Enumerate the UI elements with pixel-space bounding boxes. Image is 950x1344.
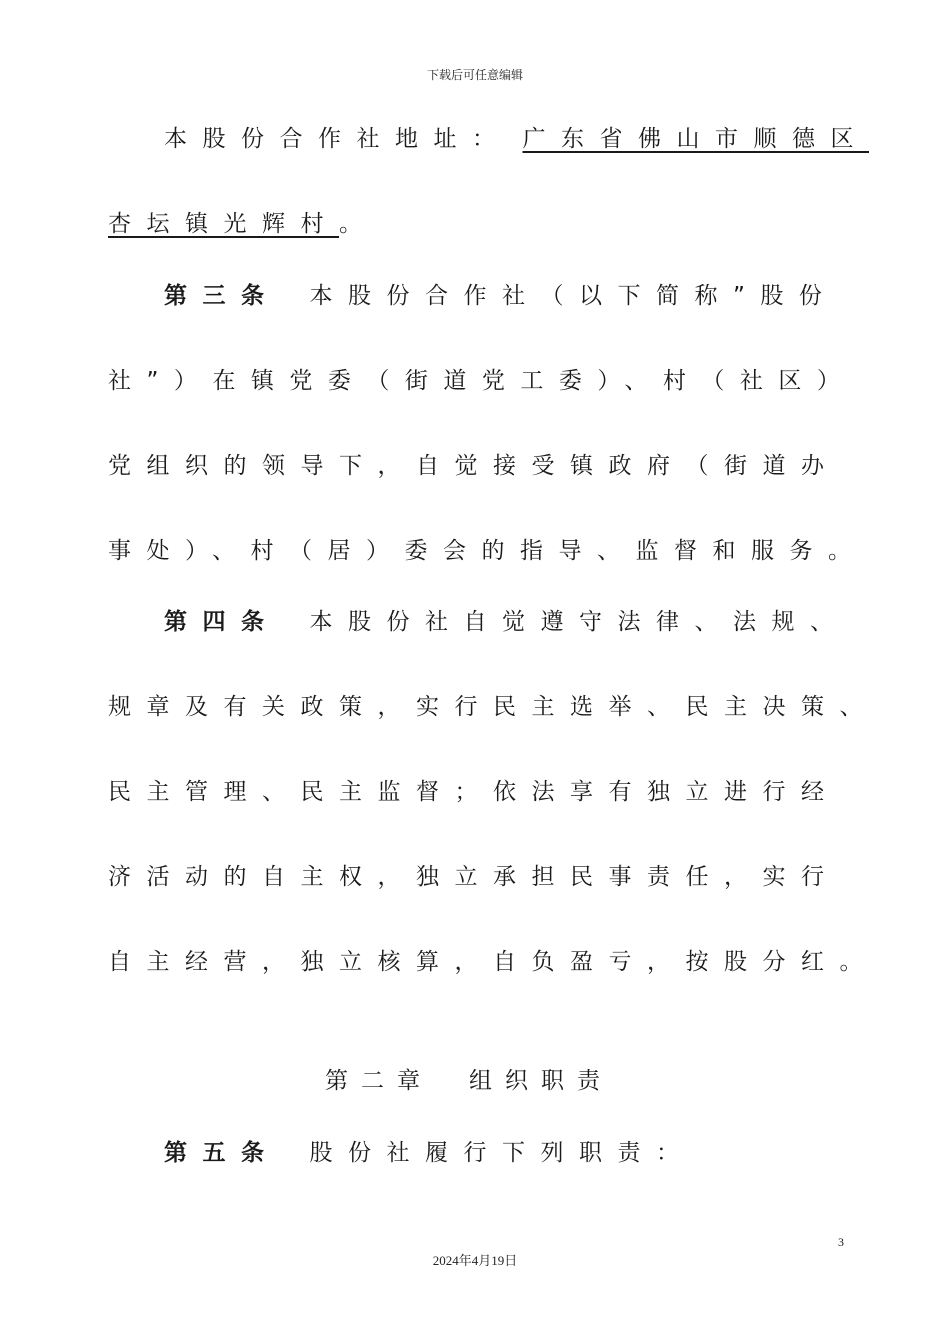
article-4-text-1: 本股份社自觉遵守法律、法规、 (309, 609, 849, 635)
article-3-line-1 (164, 281, 837, 311)
chapter-name: 组织职责 (469, 1068, 613, 1094)
address-line-2 (108, 209, 378, 239)
article-5-title: 第五条 (164, 1140, 280, 1166)
article-5-line-1 (164, 1138, 695, 1168)
article-4-title: 第四条 (164, 609, 280, 635)
article-3-line-3: 党组织的领导下，自觉接受镇政府（街道办 (108, 453, 840, 479)
footer-date: 2024年4月19日 (432, 1253, 518, 1268)
address-value-part1: 广东省佛山市顺德区 (522, 126, 869, 152)
page-header: 下载后可任意编辑 (426, 68, 523, 82)
chapter-heading (325, 1066, 613, 1096)
article-3-title: 第三条 (164, 283, 280, 309)
article-3-text-1: 本股份合作社（以下简称”股份 (309, 283, 838, 309)
article-4-line-3: 民主管理、民主监督；依法享有独立进行经 (108, 779, 840, 805)
address-label: 本股份合作社地址： (164, 126, 511, 152)
address-value-part2: 杏坛镇光辉村 (108, 211, 339, 237)
article-4-line-2: 规章及有关政策，实行民主选举、民主决策、 (108, 694, 878, 720)
article-4-line-4: 济活动的自主权，独立承担民事责任，实行 (108, 864, 840, 890)
article-3-line-4: 事处）、村（居）委会的指导、监督和服务。 (108, 538, 867, 564)
address-line-1 (164, 124, 869, 154)
chapter-number: 第二章 (325, 1068, 433, 1094)
article-5-text-1: 股份社履行下列职责： (309, 1140, 695, 1166)
address-end: 。 (339, 211, 378, 237)
page-number: 3 (838, 1235, 844, 1249)
article-4-line-1 (164, 607, 849, 637)
article-4-line-5: 自主经营，独立核算，自负盈亏，按股分红。 (108, 949, 878, 975)
article-3-line-2: 社”）在镇党委（街道党工委）、村（社区） (108, 368, 856, 394)
